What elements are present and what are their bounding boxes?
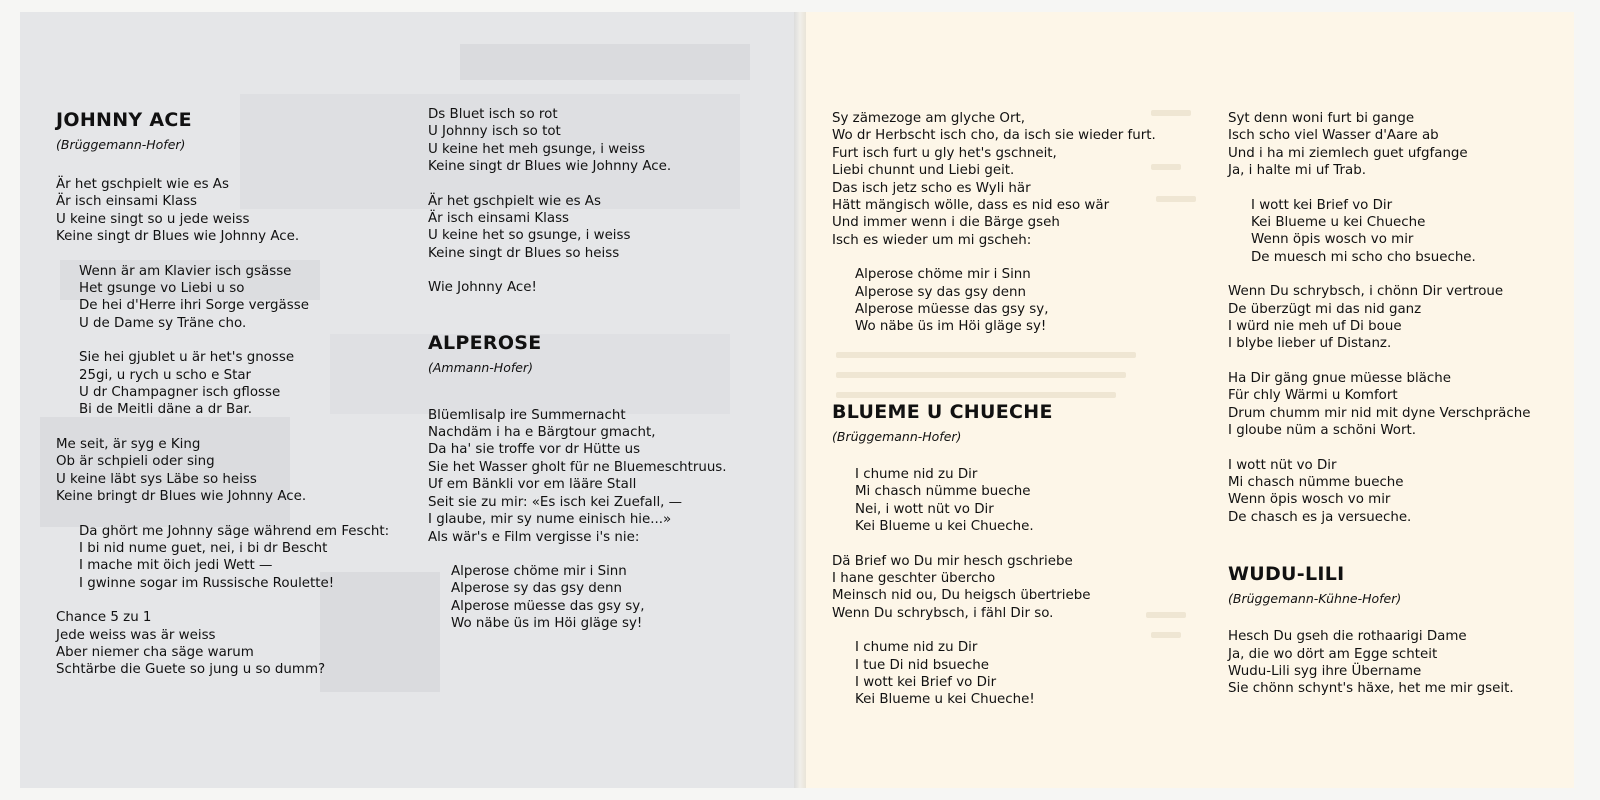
lyric-line: I hane geschter übercho [832,570,996,586]
lyric-line: Wo dr Herbscht isch cho, da isch sie wieder furt. [832,128,1156,144]
lyric-line: Ja, die wo dört am Egge schteit [1228,646,1438,662]
lyric-line: I tue Di nid bsueche [855,657,989,673]
lyric-line: Das isch jetz scho es Wyli här [832,180,1031,196]
lyric-line: Da ghört me Johnny säge während em Fescht: [79,523,390,539]
lyric-line: Kei Blueme u kei Chueche! [855,692,1035,708]
lyric-line: Alperose sy das gsy denn [451,581,622,597]
lyric-line: I mache mit öich jedi Wett — [79,558,273,574]
lyric-line: Wo näbe üs im Höi gläge sy! [855,319,1047,335]
lyric-line: Keine singt dr Blues wie Johnny Ace. [428,159,672,175]
verse-stanza [1228,457,1558,527]
chorus-stanza [832,466,1192,536]
lyric-line: Für chly Wärmi u Komfort [1228,388,1398,404]
lyric-line: Wo näbe üs im Höi gläge sy! [451,616,643,632]
lyric-line: Aber niemer cha säge warum [56,644,254,660]
lyric-line: I chume nid zu Dir [855,466,978,482]
lyric-line: Keine bringt dr Blues wie Johnny Ace. [56,489,307,505]
lyric-line: I gwinne sogar im Russische Roulette! [79,575,335,591]
verse-stanza [428,407,788,546]
lyric-line: Liebi chunnt und Liebi geit. [832,163,1015,179]
lyric-line: De hei d'Herre ihri Sorge vergässe [79,298,309,314]
lyric-line: Är het gschpielt wie es As [56,177,229,192]
verse-stanza [428,106,788,176]
song-title: JOHNNY ACE [56,109,192,131]
song-title: BLUEME U CHUECHE [832,400,1053,423]
chorus-stanza [1228,197,1558,267]
lyric-line: Nachdäm i ha e Bärgtour gmacht, [428,425,656,441]
lyric-line: Chance 5 zu 1 [56,610,152,626]
verse-stanza [1228,283,1558,353]
lyrics-column-2 [428,106,788,633]
lyric-line: Hesch Du gseh die rothaarigi Dame [1228,629,1467,645]
lyric-line: Hätt mängisch wölle, dass es nid eso wär [832,198,1110,214]
lyric-line: I bi nid nume guet, nei, i bi dr Bescht [79,540,328,556]
song-credit: (Brüggemann-Kühne-Hofer) [1228,591,1402,607]
chorus-stanza [56,349,386,419]
verse-stanza [56,176,386,246]
lyric-line: Wenn öpis wosch vo mir [1251,232,1414,248]
lyric-line: I würd nie meh uf Di boue [1228,319,1402,335]
lyric-line: U dr Champagner isch gflosse [79,385,281,401]
verse-stanza [832,110,1192,249]
lyric-line: Da ha' sie troffe vor dr Hütte us [428,442,641,458]
lyric-line: Mi chasch nümme bueche [855,484,1031,500]
song-credit: (Brüggemann-Hofer) [56,137,186,152]
lyric-line: Isch scho viel Wasser d'Aare ab [1228,128,1439,144]
lyric-line: I wott nüt vo Dir [1228,457,1337,473]
lyric-line: Seit sie zu mir: «Es isch kei Zuefall, — [428,494,683,510]
verse-stanza [428,193,788,263]
lyric-line: Blüemlisalp ire Summernacht [428,407,626,423]
lyric-line: Keine singt dr Blues so heiss [428,245,620,261]
lyrics-column-4 [1228,110,1558,698]
lyric-line: Är het gschpielt wie es As [428,193,601,209]
lyric-line: Dä Brief wo Du mir hesch gschriebe [832,553,1073,569]
lyric-line: Und immer wenn i die Bärge gseh [832,215,1060,231]
lyric-line: Alperose chöme mir i Sinn [451,563,627,579]
lyric-line: I gloube nüm a schöni Wort. [1228,423,1416,439]
lyric-line: Und i ha mi ziemlech guet ufgfange [1228,145,1468,161]
lyric-line: Kei Blueme u kei Chueche. [855,519,1034,535]
lyric-line: U keine het so gsunge, i weiss [428,228,631,244]
lyric-line: U keine het meh gsunge, i weiss [428,141,646,157]
lyrics-column-3 [832,110,1192,709]
lyric-line: Kei Blueme u kei Chueche [1251,215,1426,231]
show-through-block [460,44,750,80]
song-title: WUDU-LILI [1228,563,1345,586]
lyric-line: Drum chumm mir nid mit dyne Verschpräche [1228,405,1531,421]
lyric-line: Ds Bluet isch so rot [428,107,558,122]
verse-stanza [56,609,386,679]
lyric-line: Wudu-Lili syg ihre Übername [1228,663,1422,679]
lyric-line: I chume nid zu Dir [855,640,978,656]
lyric-line: U de Dame sy Träne cho. [79,315,247,331]
lyric-line: Wenn Du schrybsch, i chönn Dir vertroue [1228,284,1504,300]
lyric-line: Nei, i wott nüt vo Dir [855,501,994,517]
verse-stanza [1228,110,1558,180]
song-credit: (Brüggemann-Hofer) [832,428,962,444]
lyric-line: Meinsch nid ou, Du heigsch übertriebe [832,588,1091,604]
song-title: ALPEROSE [428,331,542,354]
lyric-line: I glaube, mir sy nume einisch hie...» [428,512,672,528]
lyric-line: De überzügt mi das nid ganz [1228,301,1422,317]
chorus-stanza [832,639,1192,709]
lyric-line: Het gsunge vo Liebi u so [79,281,245,297]
lyric-line: Wie Johnny Ace! [428,280,537,296]
verse-stanza [1228,628,1558,698]
book-gutter [794,12,806,788]
lyric-line: U Johnny isch so tot [428,124,561,140]
lyric-line: Wenn Du schrybsch, i fähl Dir so. [832,605,1054,621]
lyric-line: Uf em Bänkli vor em lääre Stall [428,477,637,493]
lyric-line: I wott kei Brief vo Dir [1251,197,1393,213]
chorus-stanza [428,563,788,633]
lyric-line: De chasch es ja versueche. [1228,509,1412,525]
lyrics-column-1 [56,108,390,679]
lyric-line: Jede weiss was är weiss [56,627,216,643]
lyric-line: Mi chasch nümme bueche [1228,474,1404,490]
lyric-line: Schtärbe die Guete so jung u so dumm? [56,662,326,678]
lyric-line: Ob är schpieli oder sing [56,454,215,470]
lyric-line: U keine läbt sys Läbe so heiss [56,471,257,487]
lyric-line: Alperose sy das gsy denn [855,284,1026,300]
verse-stanza [832,553,1192,623]
lyric-line: Sie het Wasser gholt für ne Bluemeschtruus. [428,459,727,475]
lyric-line: Sie hei gjublet u är het's gnosse [79,350,295,366]
lyric-line: I blybe lieber uf Distanz. [1228,336,1392,352]
lyric-line: Är isch einsami Klass [428,211,570,227]
lyric-line: Är isch einsami Klass [56,194,198,210]
lyric-line: Sie chönn schynt's häxe, het me mir gseit. [1228,681,1514,697]
chorus-stanza [832,266,1192,336]
lyric-line: Ja, i halte mi uf Trab. [1228,163,1366,179]
lyric-line: Isch es wieder um mi gscheh: [832,232,1032,248]
verse-stanza [1228,370,1558,440]
lyric-line: Alperose chöme mir i Sinn [855,267,1031,283]
lyric-line: Sy zämezoge am glyche Ort, [832,111,1025,126]
lyric-line: Keine singt dr Blues wie Johnny Ace. [56,229,300,245]
verse-stanza [56,436,386,506]
lyric-line: Furt isch furt u gly het's gschneit, [832,145,1057,161]
song-credit: (Ammann-Hofer) [428,359,533,375]
lyric-line: Syt denn woni furt bi gange [1228,111,1415,126]
chorus-stanza [56,263,386,333]
lyric-line: Me seit, är syg e King [56,436,201,452]
lyric-line: Bi de Meitli däne a dr Bar. [79,402,252,418]
lyric-line: Ha Dir gäng gnue müesse bläche [1228,370,1451,386]
verse-stanza [428,279,788,296]
lyric-line: 25gi, u rych u scho e Star [79,367,252,383]
chorus-stanza [56,523,390,593]
lyric-line: Alperose müesse das gsy sy, [855,302,1049,318]
lyric-line: Alperose müesse das gsy sy, [451,598,645,614]
lyric-line: De muesch mi scho cho bsueche. [1251,249,1476,265]
lyric-line: Wenn är am Klavier isch gsässe [79,263,292,279]
lyric-line: U keine singt so u jede weiss [56,211,250,227]
lyric-line: Als wär's e Film vergisse i's nie: [428,529,640,545]
lyric-line: Wenn öpis wosch vo mir [1228,492,1391,508]
lyric-line: I wott kei Brief vo Dir [855,674,997,690]
